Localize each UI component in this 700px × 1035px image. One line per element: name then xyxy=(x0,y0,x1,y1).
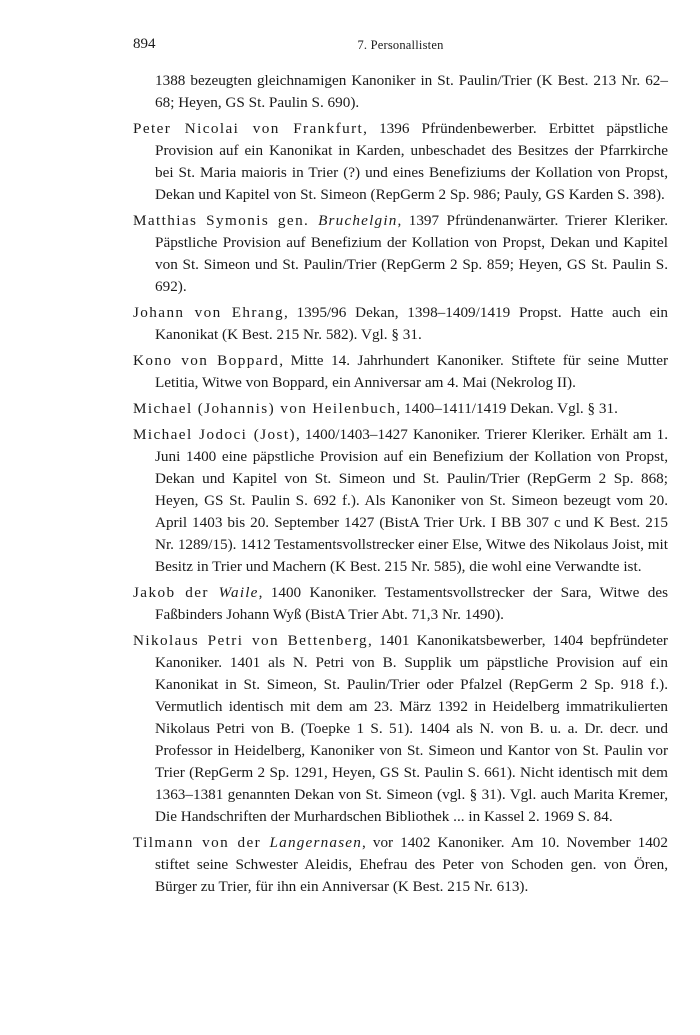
entry-epithet: Langernasen xyxy=(269,834,363,851)
entry-name: Tilmann von der xyxy=(133,834,270,851)
entry-text: , 1396 Pfründenbewerber. Erbittet päpstliche Provision auf ein Kanonikat in Karden, unbeschadet des Besitzes der Pfarrkirche bei St. Maria maioris in Trier (?) und eines Benefiziums der Kollation von Propst, Dekan und Kapitel von St. Simeon (RepGerm 2 Sp. 986; Pauly, GS Karden S. 398). xyxy=(155,120,669,203)
page-number: 894 xyxy=(133,36,156,52)
entry-text: , 1400 Kanoniker. Testamentsvollstrecker der Sara, Witwe des Faßbinders Johann Wyß (BistA Trier Abt. 71,3 Nr. 1490). xyxy=(155,584,668,623)
entry-text: , Mitte 14. Jahrhundert Kanoniker. Stiftete für seine Mutter Letitia, Witwe von Boppard, ein Anniversar am 4. Mai (Nekrolog II). xyxy=(155,352,668,391)
page-header xyxy=(133,36,668,56)
entry-text: , vor 1402 Kanoniker. Am 10. November 1402 stiftet seine Schwester Aleidis, Ehefrau des Peter von Schoden gen. von Ören, Bürger zu Trier, für ihn ein Anniversar (K Best. 215 Nr. 613). xyxy=(155,834,668,895)
entry-continuation xyxy=(133,70,668,114)
entry-name: Jakob der xyxy=(133,584,219,601)
entry-list xyxy=(133,70,668,902)
entry-tilmann-langernasen xyxy=(133,832,668,898)
entry-michael-heilenbuch xyxy=(133,398,668,420)
entry-text: , 1401 Kanonikatsbewerber, 1404 bepfründeter Kanoniker. 1401 als N. Petri von B. Supplik um päpstliche Provision auf ein Kanonikat in St. Simeon, St. Paulin/Trier oder Pfalzel (RepGerm 2 Sp. 918 f.). Vermutlich identisch mit dem am 23. März 1392 in Heidelberg immatrikulierten Nikolaus Petri von B. (Toepke 1 S. 51). 1404 als N. von B. u. a. Dr. decr. und Professor in Heidelberg, Kanoniker von St. Simeon und Kantor von St. Paulin vor Trier (RepGerm 2 Sp. 1291, Heyen, GS St. Paulin S. 661). Nicht identisch mit dem 1363–1381 genannten Dekan von St. Simeon (vgl. § 31). Vgl. auch Marita Kremer, Die Handschriften der Murhardschen Bibliothek ... in Kassel 2. 1969 S. 84. xyxy=(155,632,668,825)
entry-text: , 1400/1403–1427 Kanoniker. Trierer Kleriker. Erhält am 1. Juni 1400 eine päpstliche Provision auf ein Benefizium der Kollation von Propst, Dekan und Kapitel von St. Simeon und St. Paulin/Trier (RepGerm 2 Sp. 868; Heyen, GS St. Paulin S. 692 f.). Als Kanoniker von St. Simeon bezeugt vom 20. April 1403 bis 20. September 1427 (BistA Trier Urk. I BB 307 c und K Best. 215 Nr. 1289/15). 1412 Testamentsvollstrecker einer Else, Witwe des Nikolaus Joist, mit Besitz in Trier und Machern (K Best. 215 Nr. 585), die wohl eine Verwandte ist. xyxy=(155,426,668,575)
entry-matthias-symonis xyxy=(133,210,668,298)
entry-michael-jodoci xyxy=(133,424,668,578)
entry-nikolaus-petri xyxy=(133,630,668,828)
entry-name: Michael (Johannis) von Heilenbuch xyxy=(133,400,397,417)
entry-text: , 1395/96 Dekan, 1398–1409/1419 Propst. Hatte auch ein Kanonikat (K Best. 215 Nr. 582). Vgl. § 31. xyxy=(155,304,669,343)
entry-name: Peter Nicolai von Frankfurt xyxy=(133,120,364,137)
entry-epithet: Bruchelgin xyxy=(318,212,398,229)
entry-text: 1388 bezeugten gleichnamigen Kanoniker in St. Paulin/Trier (K Best. 213 Nr. 62–68; Heyen, GS St. Paulin S. 690). xyxy=(155,72,668,111)
entry-kono-boppard xyxy=(133,350,668,394)
entry-name: Johann von Ehrang xyxy=(133,304,284,321)
entry-text: , 1400–1411/1419 Dekan. Vgl. § 31. xyxy=(396,400,618,417)
entry-name: Nikolaus Petri von Bettenberg xyxy=(133,632,369,649)
entry-name: Michael Jodoci (Jost) xyxy=(133,426,296,443)
entry-name: Matthias Symonis gen. xyxy=(133,212,319,229)
running-title: 7. Personallisten xyxy=(357,38,444,52)
entry-jakob-waile xyxy=(133,582,668,626)
entry-peter-nicolai xyxy=(133,118,668,206)
entry-epithet: Waile xyxy=(218,584,259,601)
entry-text: , 1397 Pfründenanwärter. Trierer Kleriker. Päpstliche Provision auf Benefizium der Kollation von Propst, Dekan und Kapitel von St. Simeon und St. Paulin/Trier (RepGerm 2 Sp. 859; Heyen, GS St. Paulin S. 692). xyxy=(155,212,668,295)
entry-name: Kono von Boppard xyxy=(133,352,280,369)
entry-johann-ehrang xyxy=(133,302,668,346)
